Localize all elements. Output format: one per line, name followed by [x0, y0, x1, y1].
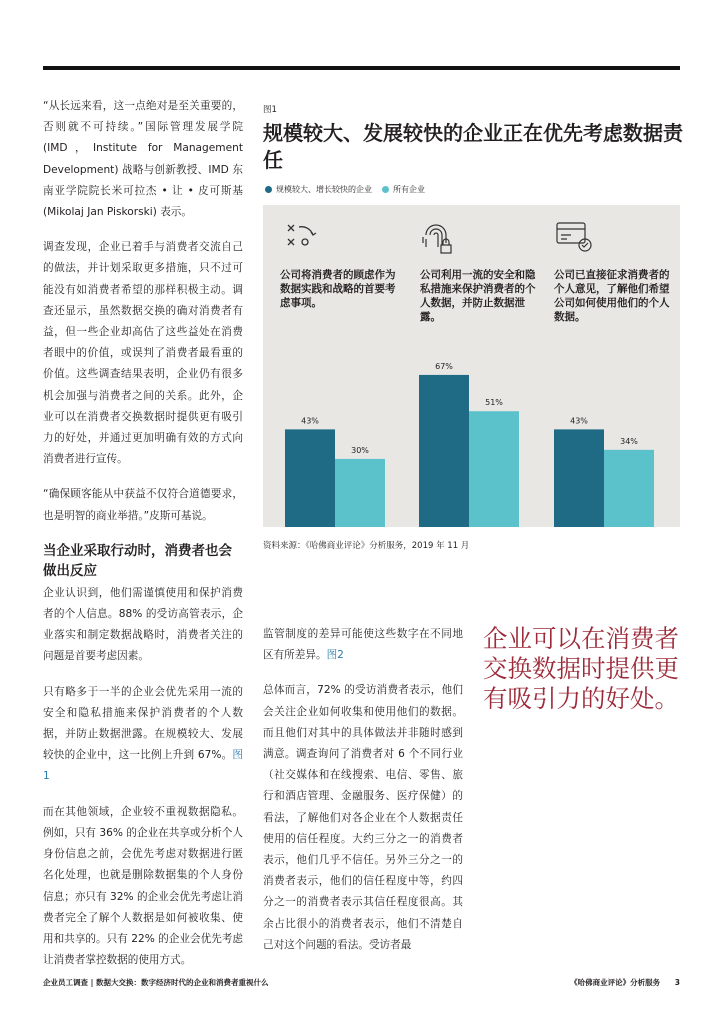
figure-title: 规模较大、发展较快的企业正在优先考虑数据责任 [263, 121, 683, 172]
left-para-5 [43, 682, 243, 788]
fingerprint-lock-icon [423, 225, 451, 253]
left-para-4: 企业认识到，他们需谨慎使用和保护消费者的个人信息。88% 的受访高管表示，企业落实和制定数据战略时，消费者关注的问题是首要考虑因素。 [43, 586, 243, 663]
mid-para-2: 总体而言，72% 的受访消费者表示，他们会关注企业如何收集和使用他们的数据。而且他们对其中的具体做法并非随时感到满意。调查询问了消费者对 6 个不同行业（社交媒体和在线搜索、电信、零售、旅行和酒店管理、金融服务、医疗保健）的看法，了解他们对各企业在个人数据责任使用的信任程度。大约三分之一的消费者表示，他们几乎不信任。另外三分之一的消费者表示，他们的信任程度中等，约四分之一的消费者表示其信任程度很高。其余占比很小的消费者表示，他们不清楚自己对这个问题的看法。受访者最 [263, 684, 463, 951]
left-column [43, 96, 243, 985]
left-para-6: 而在其他领域，企业较不重视数据隐私。例如，只有 36% 的企业在共享或分析个人身份信息之前，会优先考虑对数据进行匿名化处理，也就是删除数据集的个人身份信息；亦只有 32% 的企业会优先考虑让消费者完全了解个人数据是如何被收集、使用和共享的。只有 22% 的企业会优先考虑让消费者掌控数据的使用方式。 [43, 805, 243, 967]
left-para-3: “确保顾客能从中获益不仅符合道德要求，也是明智的商业举措。”皮斯可基说。 [43, 488, 243, 522]
bar-large-3 [554, 429, 604, 527]
data-label-all-2: 51% [485, 398, 503, 408]
chart-panel [263, 205, 680, 527]
section-heading: 当企业采取行动时，消费者也会做出反应 [43, 542, 232, 579]
bar-all-3 [604, 450, 654, 527]
top-rule [43, 66, 680, 70]
footer [43, 977, 680, 988]
bar-large-2 [419, 375, 469, 527]
data-label-large-3: 43% [570, 416, 588, 426]
bar-all-2 [469, 411, 519, 527]
figure-label: 图1 [263, 105, 277, 115]
legend-dot-large [265, 186, 272, 193]
data-label-large-1: 43% [301, 416, 319, 426]
card-check-icon [557, 223, 591, 251]
footer-right-group [558, 977, 680, 988]
left-para-5-text: 只有略多于一半的企业会优先采用一流的安全和隐私措施来保护消费者的个人数据，并防止数据泄露。在规模较大、发展较快的企业中，这一比例上升到 67%。 [43, 685, 243, 762]
footer-right: 《哈佛商业评论》分析服务 [570, 978, 661, 987]
legend-item-large [265, 184, 372, 195]
category-desc-3: 公司已直接征求消费者的个人意见，了解他们希望公司如何使用他们的个人数据。 [554, 269, 670, 323]
bar-large-1 [285, 429, 335, 527]
mid-para-1 [263, 624, 463, 666]
category-desc-2: 公司利用一流的安全和隐私措施来保护消费者的个人数据，并防止数据泄露。 [420, 269, 536, 323]
pull-quote: 企业可以在消费者交换数据时提供更有吸引力的好处。 [483, 624, 679, 713]
sorting-arrows-icon [288, 225, 316, 245]
footer-left: 企业员工调查 | 数据大交换：数字经济时代的企业和消费者重视什么 [43, 978, 269, 987]
data-label-large-2: 67% [435, 361, 453, 371]
middle-column [263, 624, 463, 970]
bar-chart [263, 205, 680, 527]
left-para-1: “从长远来看，这一点绝对是至关重要的，否则就不可持续。”国际管理发展学院 (IMD，Institute for Management Development) 战略与创新教授、IMD 东南亚学院院长米可拉杰 • 让 • 皮可斯基 (Mikolaj Jan Piskorski) 表示。 [43, 100, 243, 219]
left-para-2: 调查发现，企业已着手与消费者交流自己的做法，并计划采取更多措施，只不过可能没有如消费者希望的那样积极主动。调查还显示，虽然数据交换的确对消费者有益，但一些企业却高估了这些益处在消费者眼中的价值，或误判了消费者最看重的价值。这些调查结果表明，企业仍有很多机会加强与消费者之间的关系。此外，企业可以在消费者交换数据时提供更有吸引力的好处，并通过更加明确有效的方式向消费者进行宣传。 [43, 241, 243, 466]
figure-source: 资料来源：《哈佛商业评论》分析服务，2019 年 11 月 [263, 541, 470, 551]
bars-group [285, 362, 654, 527]
data-label-all-1: 30% [351, 445, 369, 455]
legend-dot-all [382, 186, 389, 193]
mid-para-1-text: 监管制度的差异可能使这些数字在不同地区有所差异。 [263, 628, 463, 662]
category-desc-1: 公司将消费者的顾虑作为数据实践和战略的首要考虑事项。 [280, 269, 396, 309]
figure-2-link[interactable]: 图2 [326, 649, 344, 662]
chart-legend [265, 184, 435, 195]
figure-1-link[interactable]: 图1 [43, 749, 243, 783]
legend-label-all: 所有企业 [393, 185, 425, 194]
legend-item-all [382, 184, 425, 195]
page-number: 3 [674, 978, 680, 987]
bar-all-1 [335, 459, 385, 527]
legend-label-large: 规模较大、增长较快的企业 [276, 185, 372, 194]
data-label-all-3: 34% [620, 436, 638, 446]
